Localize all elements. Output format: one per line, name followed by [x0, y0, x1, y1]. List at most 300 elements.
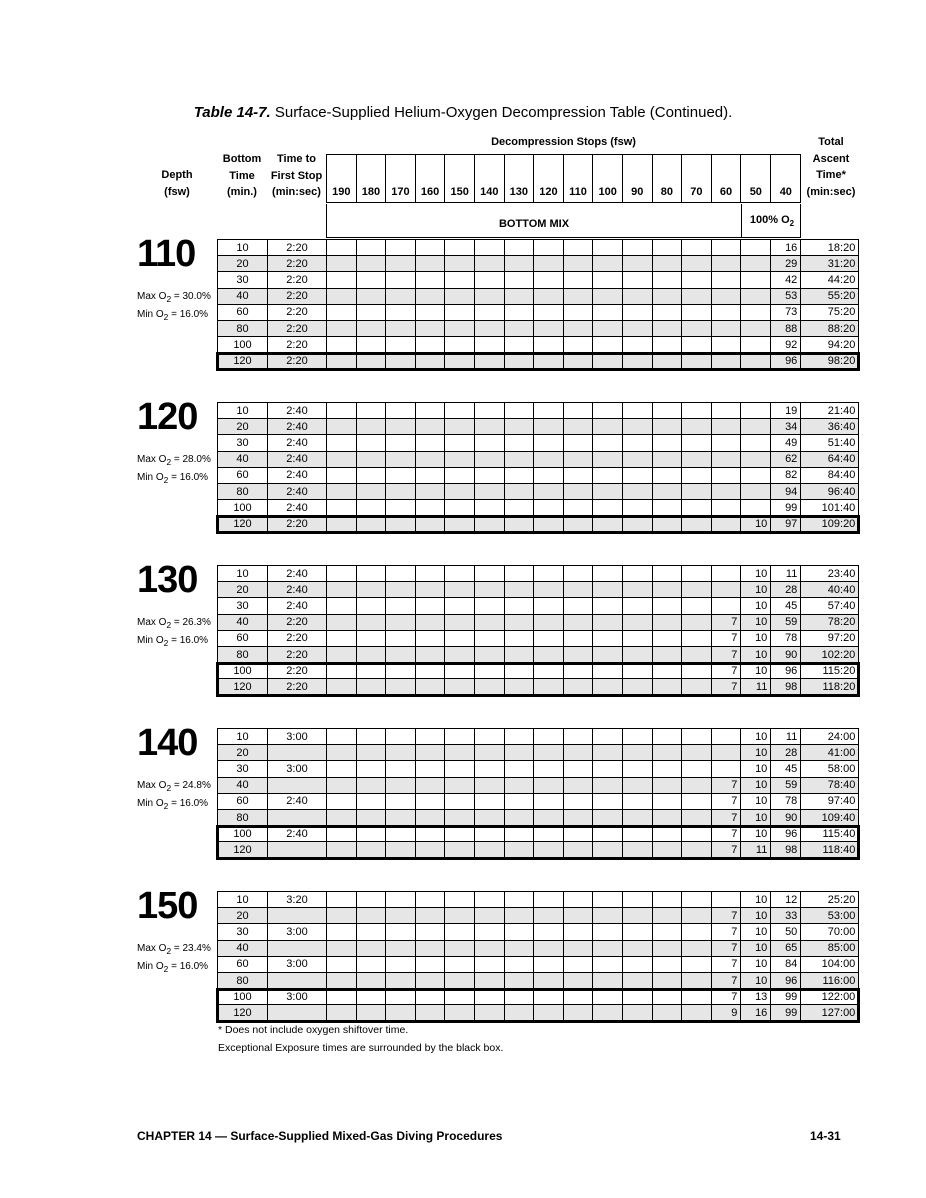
stop-cell	[593, 972, 623, 988]
stop-cell	[622, 320, 652, 336]
stop-cell	[622, 663, 652, 679]
stop-cell	[445, 630, 475, 646]
table-row	[218, 793, 859, 809]
stop-cell	[563, 240, 593, 256]
stop-cell	[652, 516, 682, 532]
stop-cell	[682, 972, 712, 988]
stop-cell	[563, 598, 593, 614]
stop-60	[711, 500, 741, 516]
stop-cell	[415, 288, 445, 304]
stop-cell	[445, 288, 475, 304]
gas-limits	[137, 452, 211, 488]
stop-cell	[504, 614, 534, 630]
stop-cell	[534, 630, 564, 646]
stop-60: 7	[711, 777, 741, 793]
stop-cell	[652, 972, 682, 988]
stop-cell	[474, 288, 504, 304]
table-row	[218, 956, 859, 972]
stop-cell	[415, 240, 445, 256]
total-ascent: 78:40	[801, 777, 859, 793]
stop-cell	[474, 516, 504, 532]
stop-cell	[563, 745, 593, 761]
stop-cell	[593, 566, 623, 582]
stop-cell	[534, 566, 564, 582]
stop-cell	[504, 989, 534, 1005]
stop-cell	[682, 516, 712, 532]
stop-cell	[622, 826, 652, 842]
stop-60: 7	[711, 663, 741, 679]
table-row	[218, 483, 859, 499]
total-ascent: 97:20	[801, 630, 859, 646]
stop-40: 59	[771, 777, 801, 793]
stop-cell	[356, 1005, 386, 1021]
table-row	[218, 809, 859, 825]
stop-50	[741, 256, 771, 272]
total-ascent: 109:40	[801, 809, 859, 825]
header-first-stop-line: Time to	[277, 153, 316, 165]
stop-cell	[327, 614, 357, 630]
stop-cell	[652, 956, 682, 972]
stop-50: 11	[741, 679, 771, 695]
stop-cell	[593, 956, 623, 972]
stop-cell	[534, 419, 564, 435]
stop-cell	[534, 483, 564, 499]
stop-cell	[622, 598, 652, 614]
stop-40: 11	[771, 729, 801, 745]
table-row	[218, 940, 859, 956]
stop-cell	[593, 353, 623, 369]
stop-header-60: 60	[711, 155, 741, 203]
stop-cell	[356, 483, 386, 499]
stop-cell	[682, 256, 712, 272]
stop-cell	[327, 256, 357, 272]
stop-cell	[415, 663, 445, 679]
stop-40: 99	[771, 500, 801, 516]
stop-cell	[415, 972, 445, 988]
stop-40: 50	[771, 924, 801, 940]
stop-cell	[445, 451, 475, 467]
stop-cell	[622, 809, 652, 825]
stop-cell	[474, 337, 504, 353]
bottom-time: 80	[218, 320, 268, 336]
stop-cell	[327, 956, 357, 972]
stop-cell	[563, 793, 593, 809]
stop-cell	[563, 451, 593, 467]
stop-header-80: 80	[652, 155, 682, 203]
table-row	[218, 272, 859, 288]
total-ascent: 115:40	[801, 826, 859, 842]
stop-cell	[622, 940, 652, 956]
stop-cell	[563, 761, 593, 777]
stop-cell	[534, 989, 564, 1005]
stop-cell	[327, 646, 357, 662]
bottom-time: 40	[218, 451, 268, 467]
bottom-time: 10	[218, 566, 268, 582]
stop-cell	[652, 256, 682, 272]
stop-cell	[682, 353, 712, 369]
stop-40: 96	[771, 826, 801, 842]
stop-cell	[445, 761, 475, 777]
stop-40: 88	[771, 320, 801, 336]
stop-cell	[356, 924, 386, 940]
min-o2: Min $O_2 = 16.0\%$	[137, 798, 209, 811]
stop-cell	[682, 598, 712, 614]
max-o2-value: = 30.0%	[171, 291, 211, 302]
stop-cell	[682, 908, 712, 924]
stop-cell	[327, 320, 357, 336]
stop-cell	[327, 940, 357, 956]
stop-cell	[652, 892, 682, 908]
depth-label: 150	[137, 885, 198, 927]
stop-cell	[327, 419, 357, 435]
stop-cell	[386, 745, 416, 761]
stop-cell	[563, 467, 593, 483]
stop-cell	[445, 240, 475, 256]
stop-40: 53	[771, 288, 801, 304]
stop-50	[741, 272, 771, 288]
stop-cell	[504, 483, 534, 499]
stop-header-90: 90	[622, 155, 652, 203]
total-ascent: 88:20	[801, 320, 859, 336]
stop-cell	[593, 940, 623, 956]
header-bottom-time-line: Bottom	[222, 153, 262, 165]
stop-cell	[356, 989, 386, 1005]
stop-cell	[534, 892, 564, 908]
stop-cell	[593, 729, 623, 745]
stop-cell	[356, 729, 386, 745]
stop-cell	[504, 842, 534, 858]
bottom-time: 40	[218, 940, 268, 956]
table-row	[218, 777, 859, 793]
stop-cell	[445, 1005, 475, 1021]
stop-cell	[415, 646, 445, 662]
stop-header-40: 40	[771, 155, 801, 203]
stop-cell	[386, 419, 416, 435]
stop-cell	[652, 483, 682, 499]
bottom-time: 40	[218, 614, 268, 630]
stop-cell	[563, 924, 593, 940]
header-stops-title: Decompression Stops (fsw)	[491, 136, 636, 148]
stop-cell	[682, 240, 712, 256]
header-total-line: Time*	[816, 169, 846, 181]
stop-cell	[474, 809, 504, 825]
stop-cell	[386, 908, 416, 924]
stop-cell	[563, 403, 593, 419]
stop-cell	[563, 566, 593, 582]
stop-cell	[445, 956, 475, 972]
min-o2: Min $O_2 = 16.0\%$	[137, 309, 209, 322]
stop-cell	[445, 892, 475, 908]
max-o2-label: Max O	[137, 617, 167, 628]
stop-cell	[386, 288, 416, 304]
stop-cell	[534, 924, 564, 940]
stop-50: 10	[741, 809, 771, 825]
bottom-mix-label: BOTTOM MIX	[327, 204, 742, 237]
stop-40: 11	[771, 566, 801, 582]
oxygen-label: 100% $O_2$	[749, 214, 795, 229]
stop-60	[711, 745, 741, 761]
stop-cell	[563, 972, 593, 988]
stop-cell	[622, 956, 652, 972]
stop-cell	[593, 646, 623, 662]
stop-cell	[445, 989, 475, 1005]
stop-cell	[534, 646, 564, 662]
min-o2: Min $O_2 = 16.0\%$	[137, 635, 209, 648]
stop-50: 10	[741, 630, 771, 646]
stop-cell	[534, 745, 564, 761]
stop-60	[711, 729, 741, 745]
stop-60: 7	[711, 614, 741, 630]
stop-cell	[504, 582, 534, 598]
stop-cell	[474, 940, 504, 956]
stop-cell	[474, 500, 504, 516]
stop-cell	[534, 288, 564, 304]
stop-cell	[593, 419, 623, 435]
stop-cell	[682, 337, 712, 353]
stop-header-120: 120	[534, 155, 564, 203]
stop-cell	[593, 451, 623, 467]
stop-cell	[682, 663, 712, 679]
min-o2-value: = 16.0%	[168, 798, 209, 809]
first-stop-time: 3:00	[268, 761, 327, 777]
table-row	[218, 630, 859, 646]
stop-cell	[534, 256, 564, 272]
stop-cell	[534, 516, 564, 532]
stop-cell	[563, 516, 593, 532]
stop-50: 10	[741, 777, 771, 793]
stop-cell	[327, 826, 357, 842]
header-depth	[145, 167, 209, 200]
stop-cell	[504, 630, 534, 646]
stop-cell	[622, 566, 652, 582]
stop-cell	[622, 582, 652, 598]
stop-cell	[593, 793, 623, 809]
stop-cell	[534, 777, 564, 793]
stop-cell	[415, 272, 445, 288]
table-row	[218, 826, 859, 842]
table-row	[218, 908, 859, 924]
stop-cell	[682, 288, 712, 304]
stop-cell	[534, 272, 564, 288]
stop-cell	[534, 908, 564, 924]
first-stop-time: 2:40	[268, 566, 327, 582]
stop-cell	[386, 516, 416, 532]
stop-cell	[504, 598, 534, 614]
stop-40: 94	[771, 483, 801, 499]
stop-cell	[386, 646, 416, 662]
stop-cell	[563, 956, 593, 972]
stop-cell	[534, 598, 564, 614]
table-row	[218, 598, 859, 614]
stop-cell	[356, 908, 386, 924]
table-row	[218, 614, 859, 630]
table-number: Table 14-7.	[193, 104, 271, 121]
stop-cell	[652, 566, 682, 582]
stop-cell	[563, 500, 593, 516]
first-stop-time: 2:40	[268, 500, 327, 516]
stop-50: 10	[741, 745, 771, 761]
stop-cell	[356, 956, 386, 972]
stop-cell	[534, 435, 564, 451]
stop-cell	[327, 663, 357, 679]
stop-cell	[356, 467, 386, 483]
stop-cell	[652, 467, 682, 483]
first-stop-time: 3:00	[268, 924, 327, 940]
stop-cell	[415, 940, 445, 956]
stop-60	[711, 240, 741, 256]
stop-cell	[474, 646, 504, 662]
bottom-time: 60	[218, 956, 268, 972]
stop-cell	[327, 892, 357, 908]
stop-cell	[652, 353, 682, 369]
stop-cell	[504, 304, 534, 320]
stop-cell	[445, 809, 475, 825]
stop-cell	[356, 272, 386, 288]
stop-header-180: 180	[356, 155, 386, 203]
stop-60	[711, 483, 741, 499]
gas-limits	[137, 289, 211, 325]
stop-cell	[415, 729, 445, 745]
stop-cell	[356, 793, 386, 809]
bottom-time: 10	[218, 403, 268, 419]
stop-40: 65	[771, 940, 801, 956]
first-stop-time: 3:00	[268, 989, 327, 1005]
stop-cell	[504, 956, 534, 972]
stop-cell	[563, 679, 593, 695]
table-row	[218, 304, 859, 320]
max-o2: Max $O_2 = 26.3\%$	[137, 617, 211, 630]
stop-cell	[504, 924, 534, 940]
stop-cell	[534, 842, 564, 858]
stop-cell	[356, 826, 386, 842]
stop-cell	[652, 435, 682, 451]
stop-50: 11	[741, 842, 771, 858]
bottom-time: 80	[218, 646, 268, 662]
stop-cell	[563, 353, 593, 369]
stop-header-190: 190	[327, 155, 357, 203]
stop-cell	[563, 892, 593, 908]
stop-cell	[356, 582, 386, 598]
stop-cell	[386, 403, 416, 419]
stop-cell	[563, 842, 593, 858]
stop-cell	[682, 272, 712, 288]
stop-cell	[534, 500, 564, 516]
stop-cell	[682, 679, 712, 695]
gas-limits	[137, 941, 211, 977]
stop-cell	[474, 956, 504, 972]
stop-50	[741, 483, 771, 499]
depth-label: 120	[137, 396, 198, 438]
first-stop-time: 2:20	[268, 288, 327, 304]
stop-cell	[445, 566, 475, 582]
stop-cell	[386, 337, 416, 353]
stop-cell	[504, 403, 534, 419]
stop-60: 7	[711, 924, 741, 940]
stop-cell	[415, 403, 445, 419]
stop-cell	[356, 646, 386, 662]
table-row	[218, 435, 859, 451]
stop-cell	[593, 516, 623, 532]
min-o2-label: Min O	[137, 798, 164, 809]
stop-cell	[504, 516, 534, 532]
stop-cell	[504, 646, 534, 662]
stop-cell	[593, 663, 623, 679]
stop-cell	[652, 614, 682, 630]
stop-cell	[327, 483, 357, 499]
stop-cell	[593, 842, 623, 858]
stop-50: 10	[741, 924, 771, 940]
stop-cell	[534, 972, 564, 988]
stop-cell	[593, 467, 623, 483]
stop-50: 10	[741, 598, 771, 614]
stop-cell	[386, 630, 416, 646]
min-o2-label: Min O	[137, 472, 164, 483]
stop-cell	[445, 435, 475, 451]
max-o2: Max $O_2 = 28.0\%$	[137, 454, 211, 467]
stop-60	[711, 582, 741, 598]
stop-cell	[445, 842, 475, 858]
stop-cell	[652, 288, 682, 304]
stop-cell	[386, 566, 416, 582]
stop-40: 90	[771, 646, 801, 662]
stop-cell	[415, 956, 445, 972]
table-row	[218, 337, 859, 353]
first-stop-time	[268, 940, 327, 956]
stop-cell	[504, 467, 534, 483]
bottom-time: 60	[218, 630, 268, 646]
total-ascent: 44:20	[801, 272, 859, 288]
stop-cell	[504, 826, 534, 842]
stop-cell	[474, 467, 504, 483]
stop-cell	[563, 483, 593, 499]
stop-cell	[593, 924, 623, 940]
stop-50	[741, 500, 771, 516]
stop-cell	[622, 761, 652, 777]
stop-cell	[386, 272, 416, 288]
stop-50	[741, 435, 771, 451]
stop-cell	[474, 989, 504, 1005]
decompression-table-130	[217, 565, 859, 696]
bottom-time: 120	[218, 353, 268, 369]
stop-cell	[682, 500, 712, 516]
stop-cell	[386, 777, 416, 793]
stop-cell	[386, 240, 416, 256]
stop-cell	[682, 320, 712, 336]
total-ascent: 53:00	[801, 908, 859, 924]
table-row	[218, 353, 859, 369]
stop-cell	[682, 729, 712, 745]
stop-cell	[534, 956, 564, 972]
stop-cell	[534, 403, 564, 419]
stop-40: 28	[771, 745, 801, 761]
stop-cell	[327, 451, 357, 467]
bottom-time: 20	[218, 582, 268, 598]
stop-cell	[415, 582, 445, 598]
stop-40: 73	[771, 304, 801, 320]
stop-cell	[356, 598, 386, 614]
total-ascent: 31:20	[801, 256, 859, 272]
stop-cell	[356, 288, 386, 304]
stop-50	[741, 467, 771, 483]
stop-cell	[504, 729, 534, 745]
bottom-time: 80	[218, 483, 268, 499]
stop-cell	[563, 663, 593, 679]
stop-header-160: 160	[415, 155, 445, 203]
stop-40: 49	[771, 435, 801, 451]
stop-cell	[415, 989, 445, 1005]
stop-40: 42	[771, 272, 801, 288]
stop-cell	[445, 467, 475, 483]
